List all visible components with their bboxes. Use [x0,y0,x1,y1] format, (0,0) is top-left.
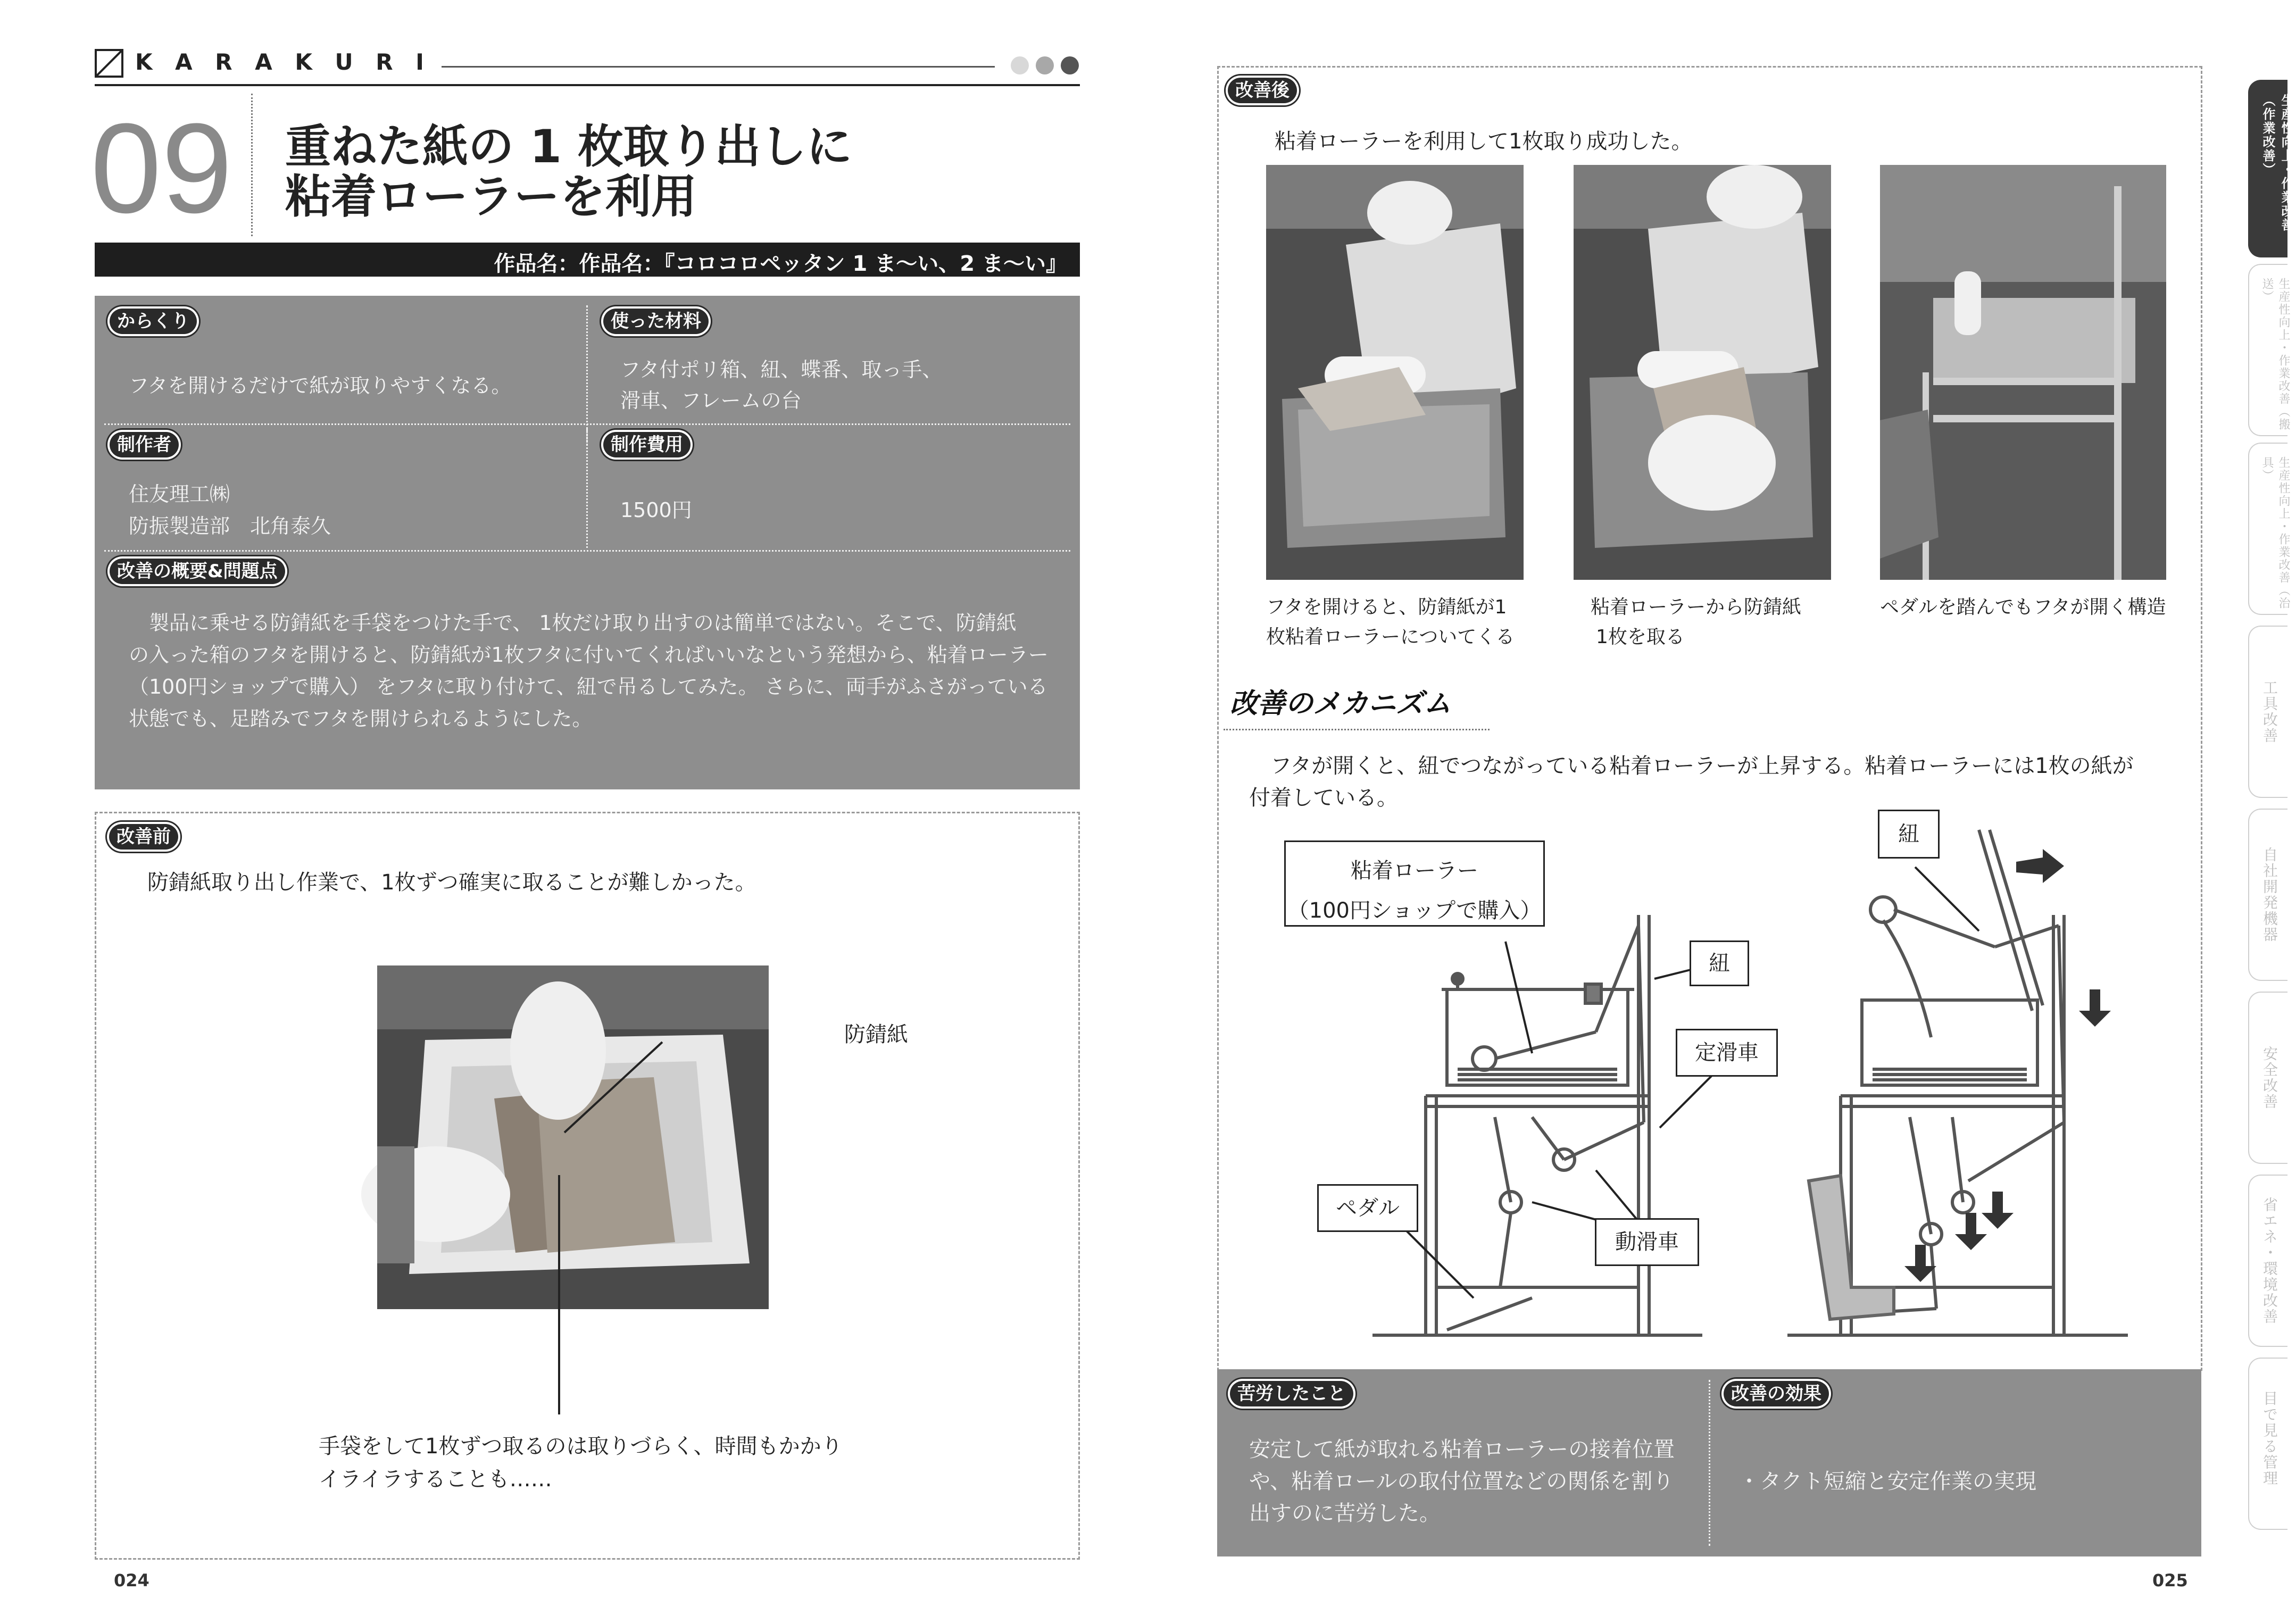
hardship-line-2: や、粘着ロールの取付位置などの関係を割り [1249,1469,1674,1494]
after-caption-3: ペダルを踏んでもフタが開く構造 [1880,596,2166,618]
side-tab-work-improvement[interactable]: 生産性向上・作業改善（作業改善） [2248,80,2287,257]
side-tab-safety[interactable]: 安全改善 [2248,992,2287,1164]
bottom-panel [1217,1369,2201,1556]
effect-text: ・タクト短縮と安定作業の実現 [1738,1469,2036,1494]
hardship-line-1: 安定して紙が取れる粘着ローラーの接着位置 [1249,1437,1675,1462]
before-callout-line-2: イライラすることも…… [319,1467,552,1492]
after-caption-1-line-1: フタを開けると、防錆紙が1 [1266,596,1507,618]
brand-rule [442,66,995,68]
title-line-2: 粘着ローラーを利用 [285,170,697,223]
brand-logo-box [95,49,123,78]
overview-heading [110,559,287,584]
roller-callout-line-1: 粘着ローラー [1351,859,1478,883]
cost-value: 1500円 [620,498,692,522]
maker-heading [110,432,181,457]
mechanism-text-line-1: フタが開くと、紐でつながっている粘着ローラーが上昇する。粘着ローラーには1枚の紙が [1249,754,2134,778]
after-photo-1 [1266,165,1524,580]
karakuri-label-badge: からくり [110,309,197,334]
hardship-line-3: 出すのに苦労した。 [1249,1501,1441,1526]
after-caption-1-line-2: 枚粘着ローラーについてくる [1266,626,1515,648]
side-tab-visual[interactable]: 目で見る管理 [2248,1358,2287,1530]
after-photo-1-illustration [1266,165,1524,580]
string-callout-2: 紐 [1878,810,1940,859]
mechanism-heading-rule [1224,729,1490,730]
after-heading [1228,78,1299,103]
bottom-panel-divider [1709,1380,1710,1546]
slash-icon [97,51,121,76]
after-label-badge: 改善後 [1228,78,1297,103]
page-number-left: 024 [114,1570,149,1591]
overview-label-badge: 改善の概要&問題点 [110,559,285,584]
title-divider [251,94,253,236]
brand-name: K A R A K U R I [135,49,431,75]
title-line-1: 重ねた紙の 1 枚取り出しに [285,120,852,173]
item-number: 09 [90,97,232,239]
diagram-closed [1372,915,1702,1335]
work-name: 作品名：作品名：『コロコロペッタン 1 ま〜い、2 ま〜い』 [494,252,1067,276]
effect-heading [1724,1381,1831,1406]
maker-label-badge: 制作者 [110,432,179,457]
after-text: 粘着ローラーを利用して1枚取り成功した。 [1275,129,1693,154]
materials-line-2: 滑車、フレームの台 [620,389,802,412]
page-number-right: 025 [2152,1570,2188,1591]
info-horizontal-divider-1 [104,423,1070,425]
maker-line-2: 防振製造部 北角泰久 [129,514,331,538]
cost-heading [603,432,693,457]
roller-callout-line-2: （100円ショップで購入） [1287,898,1542,923]
before-callout-paper: 防錆紙 [844,1022,908,1047]
materials-heading [603,309,711,334]
mechanism-text-line-2: 付着している。 [1249,786,1398,810]
overview-line-4: 状態でも、足踏みでフタを開けられるようにした。 [129,707,593,730]
info-horizontal-divider-2 [104,550,1070,552]
effect-label-badge: 改善の効果 [1724,1381,1829,1406]
header-rule [95,84,1080,86]
info-panel [95,296,1080,789]
info-vertical-divider-2 [586,429,588,548]
moving-pulley-callout: 動滑車 [1595,1218,1699,1266]
string-callout: 紐 [1690,940,1749,986]
cost-label-badge: 制作費用 [603,432,691,457]
overview-line-3: （100円ショップで購入） をフタに取り付けて、紐で吊るしてみた。 さらに、両手がふさがっている [129,675,1048,698]
maker-line-1: 住友理工㈱ [129,482,230,506]
header-dots [1011,56,1079,77]
hardship-heading [1230,1381,1355,1406]
side-tab-energy[interactable]: 省エネ・環境改善 [2248,1175,2287,1347]
side-tab-in-house[interactable]: 自社開発機器 [2248,809,2287,981]
after-photo-2 [1574,165,1831,580]
diagram-open [1787,830,2128,1335]
karakuri-text: フタを開けるだけで紙が取りやすくなる。 [129,374,512,397]
overview-line-1: 製品に乗せる防錆紙を手袋をつけた手で、 1枚だけ取り出すのは簡単ではない。そこで、防錆紙 [129,611,1017,635]
after-photo-3-illustration [1880,165,2166,580]
before-text: 防錆紙取り出し作業で、1枚ずつ確実に取ることが難しかった。 [147,870,756,895]
materials-label-badge: 使った材料 [603,309,709,334]
hardship-label-badge: 苦労したこと [1230,1381,1353,1406]
side-tab-jig[interactable]: 生産性向上・作業改善（治具） [2248,443,2287,615]
fixed-pulley-callout: 定滑車 [1676,1029,1778,1077]
roller-callout [1284,840,1545,927]
overview-line-2: の入った箱のフタを開けると、防錆紙が1枚フタに付いてくればいいなという発想から、粘着ローラー [129,643,1049,667]
side-tab-tool[interactable]: 工具改善 [2248,626,2287,798]
side-tab-transport[interactable]: 生産性向上・作業改善（搬送） [2248,264,2287,436]
before-label-badge: 改善前 [109,824,178,850]
mechanism-label: 改善のメカニズム [1230,688,1452,720]
karakuri-heading [110,309,199,334]
after-caption-2-line-2: 1枚を取る [1596,626,1685,648]
after-photo-2-illustration [1574,165,1831,580]
work-name-bar [95,243,1080,277]
pedal-callout: ペダル [1317,1184,1418,1232]
materials-line-1: フタ付ポリ箱、紐、蝶番、取っ手、 [620,358,943,381]
after-caption-2-line-1: 粘着ローラーから防錆紙 [1591,596,1802,618]
after-photo-3 [1880,165,2166,580]
before-section [95,812,1080,1560]
mechanism-heading [1224,681,1458,721]
before-callout-line-1: 手袋をして1枚ずつ取るのは取りづらく、時間もかかり [319,1434,843,1459]
